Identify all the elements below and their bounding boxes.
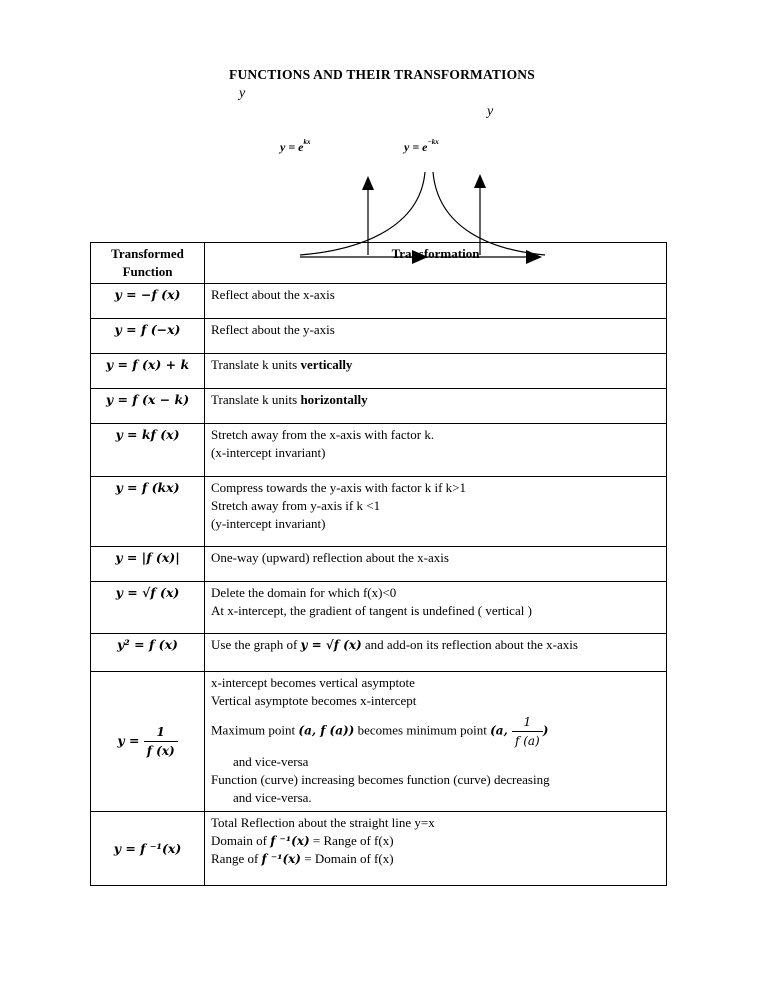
transformation-cell: Delete the domain for which f(x)<0 At x-intercept, the gradient of tangent is undefined ( vertical ) [205, 582, 667, 634]
function-cell: y = √f (x) [91, 582, 205, 634]
table-row [91, 634, 667, 672]
header-transformed-function: Transformed Function [91, 243, 205, 284]
function-cell: y = f ⁻¹(x) [91, 812, 205, 886]
table-row [91, 477, 667, 547]
table-header-row [91, 243, 667, 284]
transformation-cell: Total Reflection about the straight line y=x Domain of f ⁻¹(x) = Range of f(x) Range of f ⁻¹(x) = Domain of f(x) [205, 812, 667, 886]
equation-decay: $y = e^{-kx}$ [404, 138, 439, 154]
table-row [91, 284, 667, 319]
function-cell: y = f (x) + k [91, 354, 205, 389]
table-row [91, 319, 667, 354]
transformations-table [90, 242, 667, 886]
transformation-cell: Compress towards the y-axis with factor k if k>1 Stretch away from y-axis if k <1 (y-intercept invariant) [205, 477, 667, 547]
function-cell: y = f (−x) [91, 319, 205, 354]
transformation-cell: One-way (upward) reflection about the x-axis [205, 547, 667, 582]
transformation-cell: Translate k units horizontally [205, 389, 667, 424]
transformation-cell: Use the graph of y = √f (x) and add-on its reflection about the x-axis [205, 634, 667, 672]
transformation-cell: Translate k units vertically [205, 354, 667, 389]
table-row [91, 672, 667, 812]
reciprocal-fraction: $\frac{1}{f (x)}$ [144, 723, 178, 760]
y-axis-left-arrow [362, 176, 374, 190]
function-cell: y = $\frac{1}{f (x)}$ [91, 672, 205, 812]
table-row [91, 389, 667, 424]
function-cell: y² = f (x) [91, 634, 205, 672]
transformation-cell: Reflect about the y-axis [205, 319, 667, 354]
transformation-cell: x-intercept becomes vertical asymptote Vertical asymptote becomes x-intercept Maximum point (a, f (a)) becomes minimum point (a, $\frac{1}{f (a)}$ ) and vice-versa Function (curve) increasing becomes function (curve) decreasing and vice-versa. [205, 672, 667, 812]
table-row [91, 354, 667, 389]
table-row [91, 812, 667, 886]
y-axis-right-arrow [474, 174, 486, 188]
graph-y-label-left: y [239, 86, 246, 101]
table-row [91, 582, 667, 634]
equation-growth: $y = e^{kx}$ [280, 138, 311, 154]
function-cell: y = |f (x)| [91, 547, 205, 582]
transformation-cell: Reflect about the x-axis [205, 284, 667, 319]
table-row [91, 547, 667, 582]
transformation-cell: Stretch away from the x-axis with factor k. (x-intercept invariant) [205, 424, 667, 477]
graph-y-label-right: y [487, 104, 494, 119]
table-row [91, 424, 667, 477]
function-cell: y = −f (x) [91, 284, 205, 319]
min-point-fraction: $\frac{1}{f (a)}$ [512, 713, 543, 750]
function-cell: y = f (x − k) [91, 389, 205, 424]
header-transformation: Transformation [205, 243, 667, 284]
function-cell: y = kf (x) [91, 424, 205, 477]
function-cell: y = f (kx) [91, 477, 205, 547]
page-title: FUNCTIONS AND THEIR TRANSFORMATIONS [229, 67, 535, 82]
